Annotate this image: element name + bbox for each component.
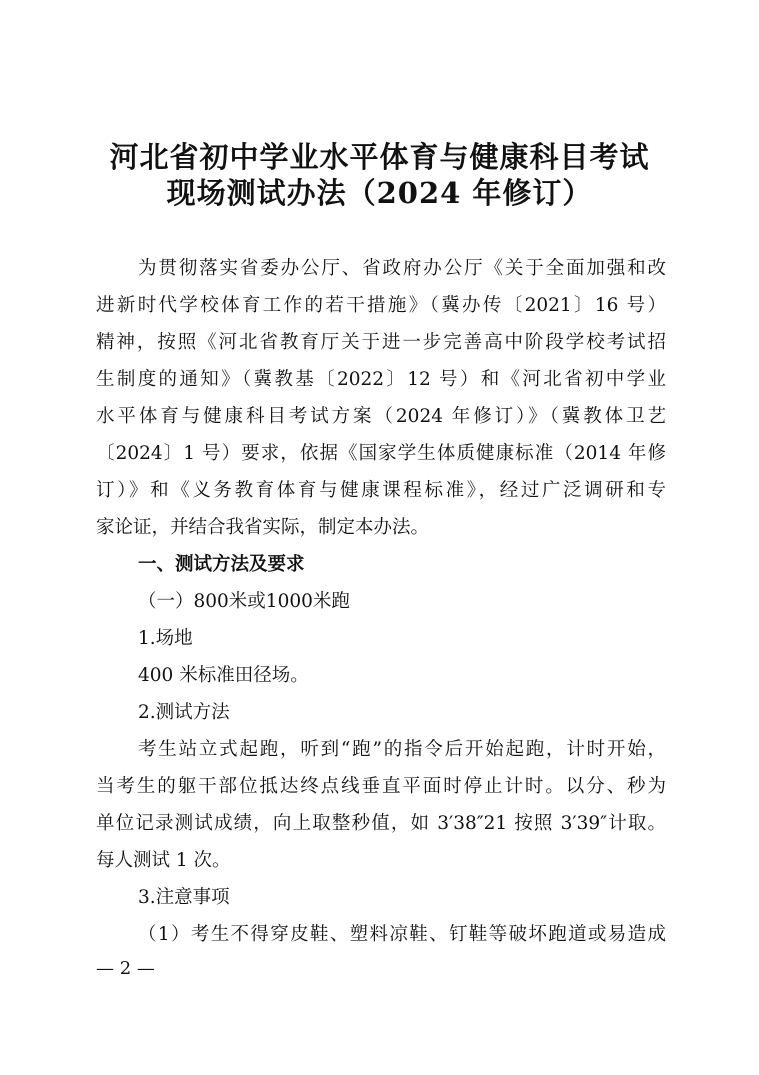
paragraph-line: 单位记录测试成绩，向上取整秒值，如 3′38″21 按照 3′39″计取。 bbox=[96, 813, 666, 834]
item-heading: 2.测试方法 bbox=[138, 702, 230, 723]
item-heading: 1.场地 bbox=[138, 628, 193, 649]
page-number: — 2 — bbox=[96, 958, 155, 979]
paragraph-line: 当考生的躯干部位抵达终点线垂直平面时停止计时。以分、秒为 bbox=[96, 776, 666, 797]
item-heading: 3.注意事项 bbox=[138, 887, 230, 908]
paragraph-line: （1）考生不得穿皮鞋、塑料凉鞋、钉鞋等破坏跑道或易造成 bbox=[138, 924, 666, 945]
document-body bbox=[96, 250, 666, 953]
paragraph-line: 为贯彻落实省委办公厅、省政府办公厅《关于全面加强和改 bbox=[138, 258, 666, 279]
document-title-line2: 现场测试办法（2024 年修订） bbox=[166, 176, 593, 210]
paragraph-line: 生制度的通知》（冀教基〔2022〕12 号）和《河北省初中学业 bbox=[96, 369, 666, 390]
paragraph-line: 每人测试 1 次。 bbox=[96, 850, 231, 871]
document-title-line1: 河北省初中学业水平体育与健康科目考试 bbox=[109, 140, 650, 174]
paragraph-line: 水平体育与健康科目考试方案（2024 年修订）》（冀教体卫艺 bbox=[96, 406, 666, 427]
paragraph-line: 〔2024〕1 号）要求，依据《国家学生体质健康标准（2014 年修 bbox=[96, 443, 666, 464]
paragraph-line: 400 米标准田径场。 bbox=[138, 665, 309, 686]
paragraph-line: 订）》和《义务教育体育与健康课程标准》，经过广泛调研和专 bbox=[96, 480, 666, 501]
subsection-heading: （一）800米或1000米跑 bbox=[138, 591, 350, 612]
paragraph-line: 考生站立式起跑，听到“跑”的指令后开始起跑，计时开始， bbox=[138, 739, 666, 760]
paragraph-line: 进新时代学校体育工作的若干措施》（冀办传〔2021〕16 号） bbox=[96, 295, 666, 316]
paragraph-line: 家论证，并结合我省实际，制定本办法。 bbox=[96, 517, 430, 538]
paragraph-line: 精神，按照《河北省教育厅关于进一步完善高中阶段学校考试招 bbox=[96, 332, 666, 353]
section-heading: 一、测试方法及要求 bbox=[138, 554, 305, 575]
